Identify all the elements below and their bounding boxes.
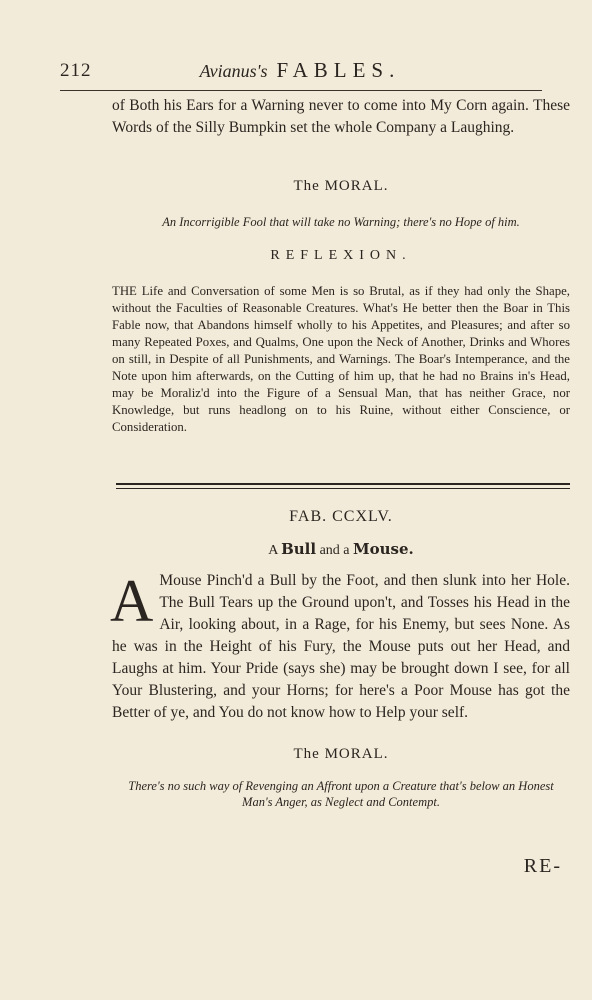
fable-number: FAB. CCXLV. <box>289 508 393 525</box>
catchword: RE- <box>523 855 562 877</box>
moral-heading: The MORAL. <box>293 178 389 194</box>
page-number: 212 <box>60 60 92 81</box>
reflexion-text: THE Life and Conversation of some Men is so Brutal, as if they had only the Shape, without the Faculties of Reasonable Creatures. What's He better then the Boar in This Fable now, that Abandons himself wholly to his Appetites, and Pleasures; and after so many Repeated Poxes, and Qualms, One upon the Neck of Another, Drinks and Whores on still, in Despite of all Punishments, and Warnings. The Boar's Intemperance, and the Note upon him afterwards, on the Cutting of him up, that he had no Brains in's Head, may be Moraliz'd into the Figure of a Sensual Man, that has neither Grace, nor Knowledge, but runs headlong on to his Ruine, without either Conscience, or Consideration. <box>112 284 570 434</box>
fable-body-text: Mouse Pinch'd a Bull by the Foot, and then slunk into her Hole. The Bull Tears up the Ground upon't, and Tosses his Head in the Air, looking about, in a Rage, for his Enemy, but sees None. As he was in the Height of his Fury, the Mouse puts out her Head, and Laughs at him. Your Pride (says she) may be brought down I see, for all Your Blustering, and your Horns; for here's a Poor Mouse has got the Better of ye, and You do not know how to Help your self. <box>112 572 570 721</box>
fable-moral-heading: The MORAL. <box>293 746 389 762</box>
running-head <box>60 58 540 83</box>
previous-fable-ending: of Both his Ears for a Warning never to come into My Corn again. These Words of the Silly Bumpkin set the whole Company a Laughing. <box>112 97 570 136</box>
fable-body <box>112 570 570 724</box>
drop-cap: A <box>110 568 154 634</box>
running-head-title: FABLES. <box>276 58 401 82</box>
moral-text: An Incorrigible Fool that will take no Warning; there's no Hope of him. <box>162 215 520 229</box>
page-header <box>60 58 540 88</box>
header-rule <box>60 90 542 91</box>
fable-title-bull: Bull <box>281 540 317 558</box>
fable-moral-text: There's no such way of Revenging an Affront upon a Creature that's below an Honest Man's Anger, as Neglect and Contempt. <box>128 779 554 809</box>
section-divider <box>116 483 570 489</box>
fable-title <box>112 540 570 559</box>
fable-title-prefix: A <box>268 543 278 558</box>
fable-title-mid: and a <box>319 543 350 558</box>
fable-title-mouse: Mouse. <box>353 540 414 558</box>
running-head-author: Avianus's <box>199 61 268 81</box>
reflexion-heading: REFLEXION. <box>270 248 412 263</box>
